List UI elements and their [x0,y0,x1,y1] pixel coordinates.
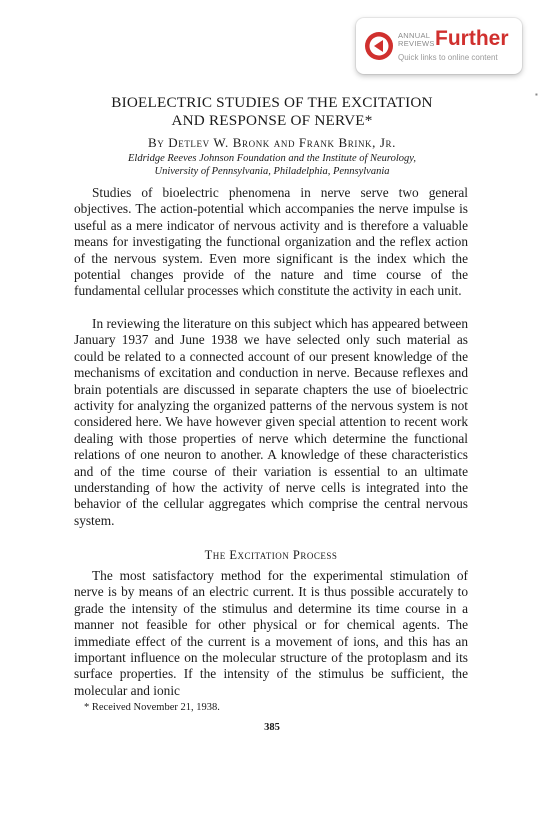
article-authors: By Detlev W. Bronk and Frank Brink, Jr. [148,135,396,150]
article-title-line-2: AND RESPONSE OF NERVE* [171,112,373,129]
arrow-left-circle-icon [364,31,394,61]
annual-reviews-further-badge[interactable] [356,18,522,74]
badge-further-label: Further [435,27,509,50]
body-paragraph-1: Studies of bioelectric phenomena in nerve serve two general objectives. The action-potential which accompanies the nerve impulse is useful as a mere indicator of nervous activity and is therefore a valuable means for investigating the functional organization and the reflex action of the nervous system. Even more significant is the index which the potential changes provide of the nature and time course of the fundamental cellular processes which constitute the activity in each unit. [74,185,468,299]
page-number: 385 [264,722,280,733]
badge-reviews-label: REVIEWS [398,39,435,48]
affiliation-line-1: Eldridge Reeves Johnson Foundation and the Institute of Neurology, [127,153,417,164]
body-paragraph-3: The most satisfactory method for the experimental stimulation of nerve is by means of an electric current. It is thus possible accurately to grade the intensity of the stimulus and determine its time course in a manner not feasible for other physical or for chemical agents. The immediate effect of the current is a movement of ions, and this has an important influence on the molecular structure of the protoplasm and its surface properties. If the intensity of the stimulus be sufficient, the molecular and ionic [74,568,468,698]
scan-mark: ▪ [535,90,538,99]
footnote: * Received November 21, 1938. [84,702,220,713]
badge-annual-label: ANNUAL [398,31,431,40]
article-title-line-1: BIOELECTRIC STUDIES OF THE EXCITATION [111,94,433,111]
affiliation-line-2: University of Pennsylvania, Philadelphia, Pennsylvania [154,166,390,177]
body-paragraph-2: In reviewing the literature on this subject which has appeared between January 1937 and June 1938 we have selected only such material as could be related to a connected account of our present knowledge of the mechanisms of excitation and conduction in nerve. Because reflexes and brain potentials are discussed in separate chapters the use of bioelectric activity for analyzing the organized patterns of the nervous system is not considered here. We have however given special attention to recent work dealing with those properties of nerve which determine the functional relations of one neuron to another. A knowledge of these characteristics and of the time course of their variation is essential to an ultimate understanding of how the activity of nerve cells is integrated into the behavior of the cellular aggregates which comprise the central nervous system. [74,316,468,528]
badge-subtitle: Quick links to online content [398,53,498,62]
section-heading: The Excitation Process [204,548,338,562]
